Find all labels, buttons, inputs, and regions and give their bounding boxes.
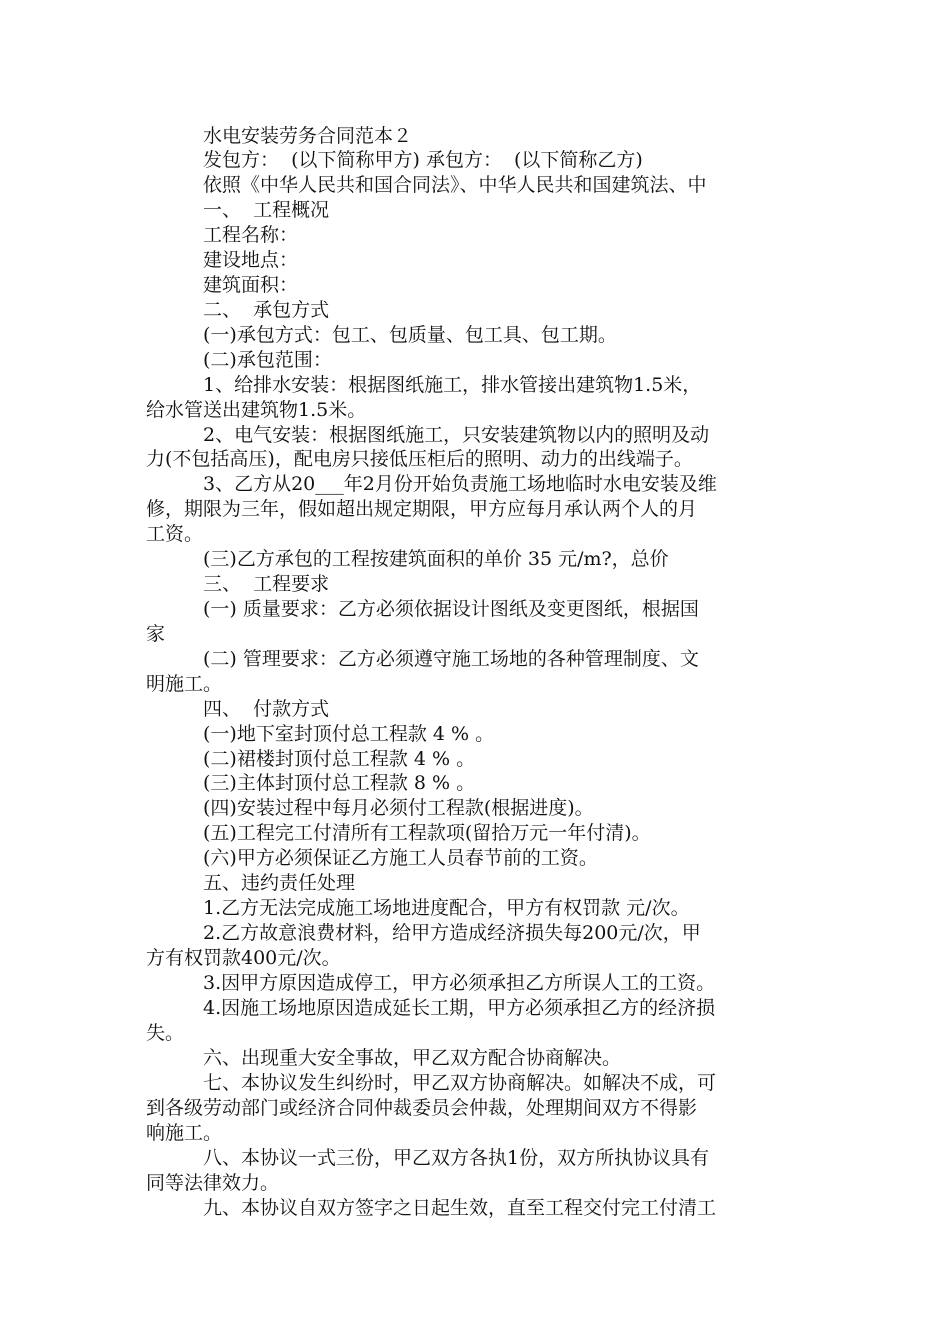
doc-line: 七、本协议发生纠纷时，甲乙双方协商解决。如解决不成，可	[203, 1072, 717, 1094]
doc-line: 发包方： (以下简称甲方) 承包方： (以下简称乙方)	[203, 149, 643, 171]
doc-line: 建设地点：	[203, 249, 299, 271]
doc-line: 响施工。	[146, 1122, 223, 1144]
doc-line: (一) 质量要求：乙方必须依据设计图纸及变更图纸，根据国	[203, 598, 699, 620]
doc-line: 力(不包括高压)，配电房只接低压柜后的照明、动力的出线端子。	[146, 448, 693, 470]
doc-line: 八、本协议一式三份，甲乙双方各执1份，双方所执协议具有	[203, 1147, 710, 1169]
doc-line: 给水管送出建筑物1.5米。	[146, 399, 367, 421]
doc-line: (二)承包范围：	[203, 349, 332, 371]
doc-line: 1.乙方无法完成施工场地进度配合，甲方有权罚款 元/次。	[203, 897, 690, 919]
doc-line: (三)主体封顶付总工程款 8 % 。	[203, 772, 476, 794]
doc-line: 工程名称：	[203, 224, 299, 246]
doc-line: 依照《中华人民共和国合同法》、中华人民共和国建筑法、中	[203, 174, 707, 196]
doc-line: 建筑面积：	[203, 274, 299, 296]
section-heading: 三、 工程要求	[203, 573, 330, 595]
doc-line: (一)地下室封顶付总工程款 4 % 。	[203, 723, 495, 745]
doc-line: (六)甲方必须保证乙方施工人员春节前的工资。	[203, 847, 598, 869]
doc-line: (二)裙楼封顶付总工程款 4 % 。	[203, 748, 476, 770]
section-heading: 一、 工程概况	[203, 199, 330, 221]
doc-line: 1、给排水安装：根据图纸施工，排水管接出建筑物1.5米，	[203, 374, 702, 396]
doc-line: 失。	[146, 1022, 185, 1044]
doc-line: 2、电气安装：根据图纸施工，只安装建筑物以内的照明及动	[203, 424, 710, 446]
doc-line: (四)安装过程中每月必须付工程款(根据进度)。	[203, 797, 594, 819]
doc-line: 到各级劳动部门或经济合同仲裁委员会仲裁，处理期间双方不得影	[146, 1097, 698, 1119]
doc-line: 3.因甲方原因造成停工，甲方必须承担乙方所误人工的工资。	[203, 972, 716, 994]
doc-line: 六、出现重大安全事故，甲乙双方配合协商解决。	[203, 1047, 622, 1069]
doc-line: 九、本协议自双方签字之日起生效，直至工程交付完工付清工	[203, 1197, 717, 1219]
doc-line: 家	[146, 623, 166, 645]
doc-line: (三)乙方承包的工程按建筑面积的单价 35 元/m?，总价	[203, 548, 669, 570]
doc-line: 工资。	[146, 523, 204, 545]
doc-line: (一)承包方式：包工、包质量、包工具、包工期。	[203, 324, 617, 346]
doc-line: 同等法律效力。	[146, 1172, 280, 1194]
doc-line: 修，期限为三年，假如超出规定期限，甲方应每月承认两个人的月	[146, 498, 698, 520]
doc-title: 水电安装劳务合同范本２	[203, 125, 413, 147]
doc-line: 明施工。	[146, 673, 223, 695]
doc-line: (二) 管理要求：乙方必须遵守施工场地的各种管理制度、文	[203, 648, 699, 670]
doc-line: 2.乙方故意浪费材料，给甲方造成经济损失每200元/次，甲	[203, 922, 701, 944]
section-heading: 四、 付款方式	[203, 698, 330, 720]
doc-line: 方有权罚款400元/次。	[146, 947, 341, 969]
doc-line: (五)工程完工付清所有工程款项(留拾万元一年付清)。	[203, 822, 651, 844]
section-heading: 五、违约责任处理	[203, 872, 356, 894]
doc-line: 3、乙方从20___年2月份开始负责施工场地临时水电安装及维	[203, 473, 717, 495]
section-heading: 二、 承包方式	[203, 299, 330, 321]
doc-line: 4.因施工场地原因造成延长工期，甲方必须承担乙方的经济损	[203, 997, 716, 1019]
